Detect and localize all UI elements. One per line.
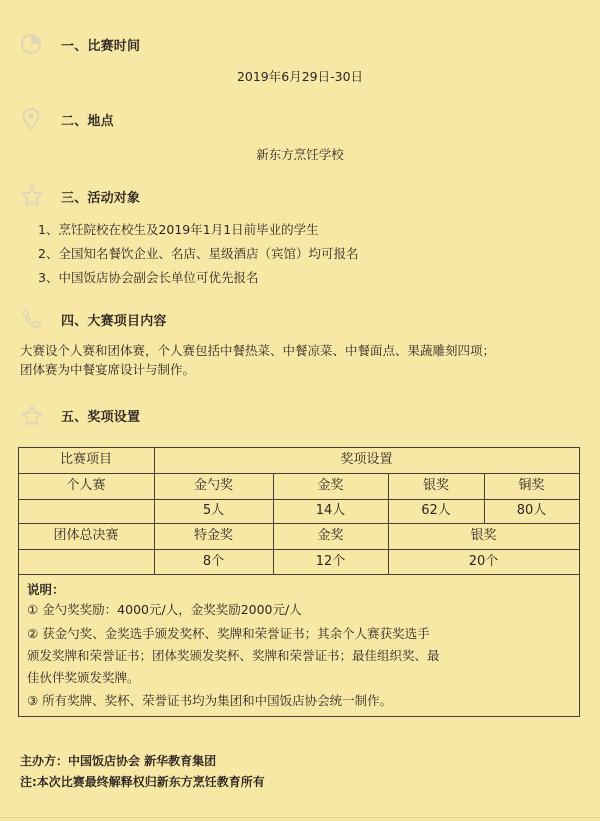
table-border [18, 549, 580, 550]
table-cell: 20个 [468, 554, 499, 569]
note-item-2-line-2: 颁发奖牌和荣誉证书；团体奖颁发奖杯、奖牌和荣誉证书；最佳组织奖、最 [27, 648, 440, 663]
section-title-projects: 四、大赛项目内容 [61, 314, 167, 329]
table-cell: 8个 [202, 554, 225, 569]
event-location: 新东方烹饪学校 [256, 147, 344, 162]
table-cell: 特金奖 [193, 528, 233, 543]
section-title-time: 一、比赛时间 [61, 39, 141, 54]
table-border [18, 447, 19, 575]
table-cell: 银奖 [422, 478, 449, 493]
table-border [388, 523, 389, 575]
note-item-3: ③ 所有奖牌、奖杯、荣誉证书均为集团和中国饭店协会统一制作。 [27, 693, 393, 708]
individual-label: 个人赛 [66, 478, 106, 493]
table-cell: 银奖 [470, 528, 497, 543]
table-border [273, 523, 274, 575]
team-label: 团体总决赛 [53, 528, 119, 543]
star-icon [20, 404, 42, 426]
note-item-2-line-3: 佳伙伴奖颁发奖牌。 [27, 670, 140, 685]
table-cell: 5人 [202, 503, 225, 518]
table-border [484, 473, 485, 524]
projects-paragraph [20, 341, 585, 379]
clock-icon [20, 33, 42, 55]
note-item-2-line-1: ② 获金勺奖、金奖选手颁发奖杯、奖牌和荣誉证书；其余个人赛获奖选手 [27, 626, 430, 641]
table-cell: 铜奖 [518, 478, 545, 493]
table-border [18, 499, 580, 500]
table-cell: 金奖 [317, 478, 344, 493]
star-icon [20, 184, 42, 206]
table-border [579, 447, 580, 575]
disclaimer-line: 注:本次比赛最终解释权归新东方烹饪教育所有 [20, 775, 265, 789]
table-cell: 12个 [315, 554, 346, 569]
table-border [18, 447, 580, 448]
event-date: 2019年6月29日-30日 [236, 69, 364, 84]
organizer-line: 主办方：中国饭店协会 新华教育集团 [20, 754, 217, 768]
notes-title: 说明： [27, 582, 65, 597]
note-item-1: ① 金勺奖奖励：4000元/人，金奖奖励2000元/人 [27, 602, 302, 617]
location-pin-icon [20, 107, 42, 129]
table-cell: 80人 [516, 503, 547, 518]
projects-line-2: 团体赛为中餐宴席设计与制作。 [20, 362, 196, 377]
audience-item-2: 2、全国知名餐饮企业、名店、星级酒店（宾馆）均可报名 [38, 246, 359, 261]
table-border [273, 473, 274, 524]
projects-line-1: 大赛设个人赛和团体赛，个人赛包括中餐热菜、中餐凉菜、中餐面点、果蔬雕刻四项； [20, 343, 496, 358]
table-cell: 14人 [315, 503, 346, 518]
table-header-project: 比赛项目 [59, 452, 112, 467]
table-border [18, 473, 580, 474]
table-border [18, 523, 580, 524]
table-border [388, 473, 389, 524]
table-cell: 62人 [421, 503, 451, 518]
bottom-divider [0, 817, 600, 818]
audience-item-1: 1、烹饪院校在校生及2019年1月1日前毕业的学生 [38, 222, 319, 237]
notes-box [18, 574, 580, 717]
table-cell: 金勺奖 [193, 478, 233, 493]
table-header-awards: 奖项设置 [340, 452, 393, 467]
section-title-awards: 五、奖项设置 [61, 410, 141, 425]
phone-icon [20, 306, 42, 328]
section-title-location: 二、地点 [61, 114, 114, 129]
table-border [154, 447, 155, 575]
table-cell: 金奖 [317, 528, 344, 543]
audience-item-3: 3、中国饭店协会副会长单位可优先报名 [38, 270, 259, 285]
section-title-audience: 三、活动对象 [61, 191, 141, 206]
